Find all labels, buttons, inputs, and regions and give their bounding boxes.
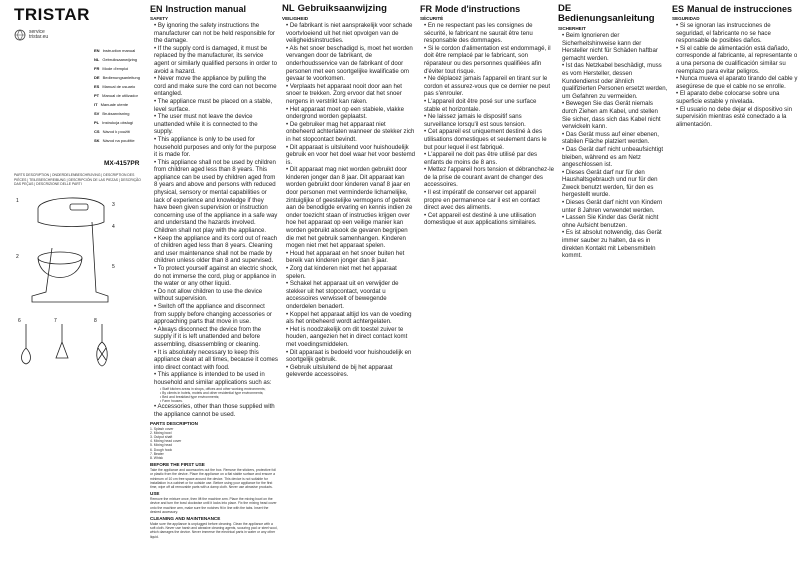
list-item: • Koppel het apparaat altijd los van de voeding als het onbeheerd wordt achtergelaten.: [286, 311, 416, 326]
language-code: SV: [94, 111, 100, 116]
fr-safety-heading: SÉCURITÉ: [420, 16, 444, 21]
list-item: • By ignoring the safety instructions the manufacturer can not be held responsible for the damage.: [154, 22, 278, 45]
list-item: • Das Gerät darf nicht unbeaufsichtigt bleiben, während es am Netz angeschlossen ist.: [562, 146, 668, 169]
language-index-item: [94, 73, 146, 82]
language-label: Gebruiksaanwijzing: [102, 57, 138, 62]
brand-name: TRISTAR: [14, 5, 90, 24]
en-accessories-note: • Accessories, other than those supplied with the appliance cannot be used.: [154, 403, 278, 418]
es-title-text: Manual de instrucciones: [687, 4, 793, 14]
en-clean-heading: CLEANING AND MAINTENANCE: [150, 515, 221, 521]
service-label: service: [29, 29, 45, 35]
list-item: • Keep the appliance and its cord out of reach of children aged less than 8 years. Cleaning and user maintenance shall not be made by children unless older than 8 and supervised.: [154, 235, 278, 265]
list-item: • El aparato debe colocarse sobre una superficie estable y nivelada.: [676, 90, 798, 105]
language-index-item: [94, 55, 146, 64]
language-label: Návod k použití: [102, 129, 131, 134]
language-label: Manual de utilizador: [102, 93, 138, 98]
de-column: [558, 4, 668, 572]
list-item: • Beim Ignorieren der Sicherheitshinweise kann der Hersteller nicht für Schäden haftbar gemacht werden.: [562, 32, 668, 62]
language-index: [94, 46, 146, 145]
nl-title-text: Gebruiksaanwijzing: [297, 4, 387, 14]
list-item: • The appliance must be placed on a stable, level surface.: [154, 98, 278, 113]
list-item: • Ne laissez jamais le dispositif sans surveillance lorsqu'il est sous tension.: [424, 113, 554, 128]
list-item: • Als het snoer beschadigd is, moet het worden vervangen door de fabrikant, de onderhoudsservice van de fabrikant of door personen met een soortgelijke kwalificatie om gevaar te voorkomen.: [286, 45, 416, 83]
en-safety-list: [150, 22, 278, 387]
list-item: • Es ist absolut notwendig, das Gerät immer sauber zu halten, da es in direkten Kontakt mit Lebensmitteln kommt.: [562, 229, 668, 259]
nl-title: [282, 4, 416, 14]
language-label: Manuale utente: [100, 102, 129, 107]
figure-label-5: 5: [112, 264, 115, 270]
en-before-text: Take the appliance and accessories out the box. Remove the stickers, protective foil or plastic from the device. Place the appliance on a flat stable surface and ensure a minimum of 10 cm free space around the device. This device is not suitable for installation in a cabinet or for outside use. Before using your appliance for the first time, wipe off all removable parts with a damp cloth. Never use abrasive products.: [150, 468, 276, 489]
list-item: • Staff kitchen areas in shops, offices and other working environments;: [160, 387, 278, 391]
de-title: [558, 4, 668, 24]
list-item: • Dit apparaat is uitsluitend voor huishoudelijk gebruik en voor het doel waar het voor bestemd is.: [286, 144, 416, 167]
de-lang-code: DE: [558, 4, 572, 14]
en-title: [150, 4, 278, 14]
figure-label-7: 7: [54, 318, 57, 324]
nl-safety-list: [282, 22, 416, 364]
es-column: [672, 4, 798, 572]
de-safety-heading: SICHERHEIT: [558, 26, 586, 31]
language-code: EN: [94, 48, 100, 53]
list-item: • Ne déplacez jamais l'appareil en tirant sur le cordon et assurez-vous que ce dernier ne peut pas s'enrouler.: [424, 75, 554, 98]
model-number: MX-4157PR: [104, 160, 140, 167]
list-item: • Het apparaat moet op een stabiele, vlakke ondergrond worden geplaatst.: [286, 106, 416, 121]
brand-logo: [14, 5, 104, 27]
en-use-heading: USE: [150, 491, 160, 497]
list-item: • En ne respectant pas les consignes de sécurité, le fabricant ne saurait être tenu responsable des dommages.: [424, 22, 554, 45]
language-label: Instrukcja obsługi: [102, 120, 134, 125]
language-label: Bedienungsanleitung: [102, 75, 140, 80]
part-item: 5. Mixing head: [150, 443, 173, 448]
language-code: PL: [94, 120, 100, 125]
language-code: CS: [94, 129, 100, 134]
language-code: FR: [94, 66, 100, 71]
en-column: [150, 4, 278, 572]
en-accessories-list: [150, 403, 278, 418]
list-item: • Always disconnect the device from the supply if it is left unattended and before assembling, disassembling or cleaning.: [154, 326, 278, 349]
part-item: 3. Output shaft: [150, 434, 173, 439]
es-lang-code: ES: [672, 4, 685, 14]
language-code: IT: [94, 102, 98, 107]
language-index-item: [94, 46, 146, 55]
service-url: tristar.eu: [29, 34, 49, 40]
figure-label-1: 1: [16, 198, 19, 204]
language-label: Návod na použitie: [102, 138, 135, 143]
list-item: • Si el cable de alimentación está dañado, corresponde al fabricante, al representante o a una persona de cualificación similar su reemplazo para evitar peligros.: [676, 45, 798, 75]
nl-note: • Gebruik uitsluitend de bij het apparaat geleverde accessoires.: [286, 364, 416, 379]
list-item: • If the supply cord is damaged, it must be replaced by the manufacturer, its service agent or similarly qualified persons in order to avoid a hazard.: [154, 45, 278, 75]
fr-title-text: Mode d'instructions: [435, 4, 521, 14]
part-item: 7. Beater: [150, 451, 164, 456]
list-item: • L'appareil doit être posé sur une surface stable et horizontale.: [424, 98, 554, 113]
parts-description-header: PARTS DESCRIPTION | ONDERDELENBESCHRIJVING | DESCRIPTION DES PIÈCES | TEILEBESCHREIBUNG | DESCRIPCIÓN DE LAS PIEZAS | DESCRIÇÃO DAS PEÇAS | DESCRIZIONE DELLE PARTI: [14, 173, 141, 186]
language-index-item: [94, 127, 146, 136]
language-index-item: [94, 118, 146, 127]
list-item: • To protect yourself against an electric shock, do not immerse the cord, plug or appliance in the water or any other liquid.: [154, 265, 278, 288]
de-title-text: Bedienungsanleitung: [558, 13, 655, 24]
list-item: • This appliance is intended to be used in household and similar applications such as:: [154, 371, 278, 386]
list-item: • Switch off the appliance and disconnect from supply before changing accessories or approaching parts that move in use.: [154, 303, 278, 326]
figure-label-8: 8: [94, 318, 97, 324]
language-label: Bruksanvisning: [102, 111, 130, 116]
fr-column: [420, 4, 554, 572]
part-item: 4. Mixing head cover: [150, 439, 182, 444]
nl-safety-heading: VEILIGHEID: [282, 16, 309, 21]
list-item: • L'appareil ne doit pas être utilisé par des enfants de moins de 8 ans.: [424, 151, 554, 166]
list-item: • This appliance is only to be used for household purposes and only for the purpose it is made for.: [154, 136, 278, 159]
list-item: • Verplaats het apparaat nooit door aan het snoer te trekken. Zorg ervoor dat het snoer nergens in verstrikt kan raken.: [286, 83, 416, 106]
list-item: • Cet appareil est uniquement destiné à des utilisations domestiques et seulement dans le but pour lequel il est fabriqué.: [424, 128, 554, 151]
list-item: • Do not allow children to use the device without supervision.: [154, 288, 278, 303]
fr-safety-list: [420, 22, 554, 227]
list-item: • De fabrikant is niet aansprakelijk voor schade voortvloeiend uit het niet opvolgen van de veiligheidsinstructies.: [286, 22, 416, 45]
en-safety-heading: SAFETY: [150, 16, 169, 21]
list-item: • Never move the appliance by pulling the cord and make sure the cord can not become entangled.: [154, 75, 278, 98]
en-parts-heading: PARTS DESCRIPTION: [150, 420, 198, 426]
list-item: • Il est impératif de conserver cet appareil propre en permanence car il est en contact direct avec des aliments.: [424, 189, 554, 212]
list-item: • Dieses Gerät darf nur für den Haushaltsgebrauch und nur für den Zweck benutzt werden, für den es hergestellt wurde.: [562, 169, 668, 199]
part-item: 6. Dough hook: [150, 447, 173, 452]
language-code: PT: [94, 93, 100, 98]
part-item: 8. Whisk: [150, 455, 163, 460]
language-label: Mode d'emploi: [102, 66, 129, 71]
en-title-text: Instruction manual: [165, 4, 247, 14]
language-index-item: [94, 100, 146, 109]
es-safety-list: [672, 22, 798, 128]
nl-lang-code: NL: [282, 4, 295, 14]
list-item: • This appliance shall not be used by children from children aged less than 8 years. This appliance can be used by children aged from 8 years and above and persons with reduced physical, sensory or mental capabilities or lack of experience and knowledge if they have been given supervision or instruction concerning use of the appliance in a safe way and understand the hazards involved. Children shall not play with the appliance.: [154, 159, 278, 235]
language-index-item: [94, 64, 146, 73]
language-index-item: [94, 136, 146, 145]
figure-label-3: 3: [112, 202, 115, 208]
nl-note-list: [282, 364, 416, 379]
list-item: • Dit apparaat mag niet worden gebruikt door kinderen jonger dan 8 jaar. Dit apparaat kan worden gebruikt door kinderen vanaf 8 jaar en door personen met verminderde lichamelijke, zintuiglijke of geestelijke vermogens of gebrek aan de benodigde ervaring en kennis indien ze onder toezicht staan of instructies krijgen over hoe het apparaat op een veilige manier kan worden gebruikt alsook de gevaren begrijpen die met het gebruik samenhangen. Kinderen mogen niet met het apparaat spelen.: [286, 166, 416, 250]
list-item: • Nunca mueva el aparato tirando del cable y asegúrese de que el cable no se enrolle.: [676, 75, 798, 90]
language-code: SK: [94, 138, 100, 143]
es-safety-heading: SEGURIDAD: [672, 16, 700, 21]
language-label: Manual de usuario: [102, 84, 136, 89]
part-item: 2. Mixing bowl: [150, 430, 172, 435]
list-item: • Zorg dat kinderen niet met het apparaat spelen.: [286, 265, 416, 280]
list-item: • Farm houses.: [160, 399, 278, 403]
language-code: DE: [94, 75, 100, 80]
list-item: • Het is noodzakelijk om dit toestel zuiver te houden, aangezien het in direct contact komt met voedingsmiddelen.: [286, 326, 416, 349]
language-label: Instruction manual: [102, 48, 136, 53]
language-index-item: [94, 109, 146, 118]
list-item: • Dieses Gerät darf nicht von Kindern unter 8 Jahren verwendet werden.: [562, 199, 668, 214]
language-index-item: [94, 82, 146, 91]
de-safety-list: [558, 32, 668, 260]
figure-label-2: 2: [16, 254, 19, 260]
list-item: • Dit apparaat is bedoeld voor huishoudelijk en soortgelijk gebruik.: [286, 349, 416, 364]
list-item: • Mettez l'appareil hors tension et débranchez-le de la prise de courant avant de changer des accessoires.: [424, 166, 554, 189]
list-item: • Si le cordon d'alimentation est endommagé, il doit être remplacé par le fabricant, son réparateur ou des personnes qualifiées afin d'éviter tout risque.: [424, 45, 554, 75]
list-item: • Bewegen Sie das Gerät niemals durch Ziehen am Kabel, und stellen Sie sicher, dass sich das Kabel nicht verwickeln kann.: [562, 100, 668, 130]
list-item: • Das Gerät muss auf einer ebenen, stabilen Fläche platziert werden.: [562, 131, 668, 146]
list-item: • Houd het apparaat en het snoer buiten het bereik van kinderen jonger dan 8 jaar.: [286, 250, 416, 265]
en-lang-code: EN: [150, 4, 163, 14]
list-item: • El usuario no debe dejar el dispositivo sin supervisión mientras esté conectado a la alimentación.: [676, 106, 798, 129]
en-applications-list: [150, 387, 278, 404]
list-item: • Si se ignoran las instrucciones de seguridad, el fabricante no se hace responsable de posibles daños.: [676, 22, 798, 45]
list-item: • De gebruiker mag het apparaat niet onbeheerd achterlaten wanneer de stekker zich in het stopcontact bevindt.: [286, 121, 416, 144]
en-before-heading: BEFORE THE FIRST USE: [150, 462, 205, 468]
en-clean-text: Make sure the appliance is unplugged before cleaning. Clean the appliance with a soft cloth. Never use harsh and abrasive cleaning agents, scouring pad or steel wool, which damages the device. Never immerse the electrical parts in water or any other liquid.: [150, 521, 278, 539]
figure-label-4: 4: [112, 224, 115, 230]
nl-column: [282, 4, 416, 572]
fr-title: [420, 4, 554, 14]
stand-mixer-illustration: [12, 188, 148, 374]
fr-lang-code: FR: [420, 4, 432, 14]
list-item: • Cet appareil est destiné à une utilisation domestique et aux applications similaires.: [424, 212, 554, 227]
figure-label-6: 6: [18, 318, 21, 324]
language-code: ES: [94, 84, 100, 89]
en-parts-list: [150, 427, 278, 461]
part-item: 1. Splash cover: [150, 426, 174, 431]
service-globe-icon: [14, 29, 26, 41]
list-item: • It is absolutely necessary to keep this appliance clean at all times, because it comes into direct contact with food.: [154, 349, 278, 372]
service-badge: [14, 28, 54, 42]
list-item: • By clients in hotels, motels and other residential type environments;: [160, 391, 278, 395]
list-item: • Bed and breakfast type environments;: [160, 395, 278, 399]
es-title: [672, 4, 798, 14]
language-index-item: [94, 91, 146, 100]
language-code: NL: [94, 57, 100, 62]
list-item: • The user must not leave the device unattended while it is connected to the supply.: [154, 113, 278, 136]
en-use-text: Remove the mixture once, then lift the machine arm. Place the mixing bowl on the device and turn the bowl clockwise until it locks into place. Fix the mixing head cover onto the machine arm, make sure the notches fit in line with the tabs. Insert the desired accessory.: [150, 497, 277, 514]
list-item: • Lassen Sie Kinder das Gerät nicht ohne Aufsicht benutzen.: [562, 214, 668, 229]
list-item: • Ist das Netzkabel beschädigt, muss es vom Hersteller, dessen Kundendienst oder ähnlich qualifizierten Personen ersetzt werden, um Gefahren zu vermeiden.: [562, 62, 668, 100]
list-item: • Schakel het apparaat uit en verwijder de stekker uit het stopcontact, voordat u accessoires verwisselt of bewegende onderdelen benadert.: [286, 280, 416, 310]
